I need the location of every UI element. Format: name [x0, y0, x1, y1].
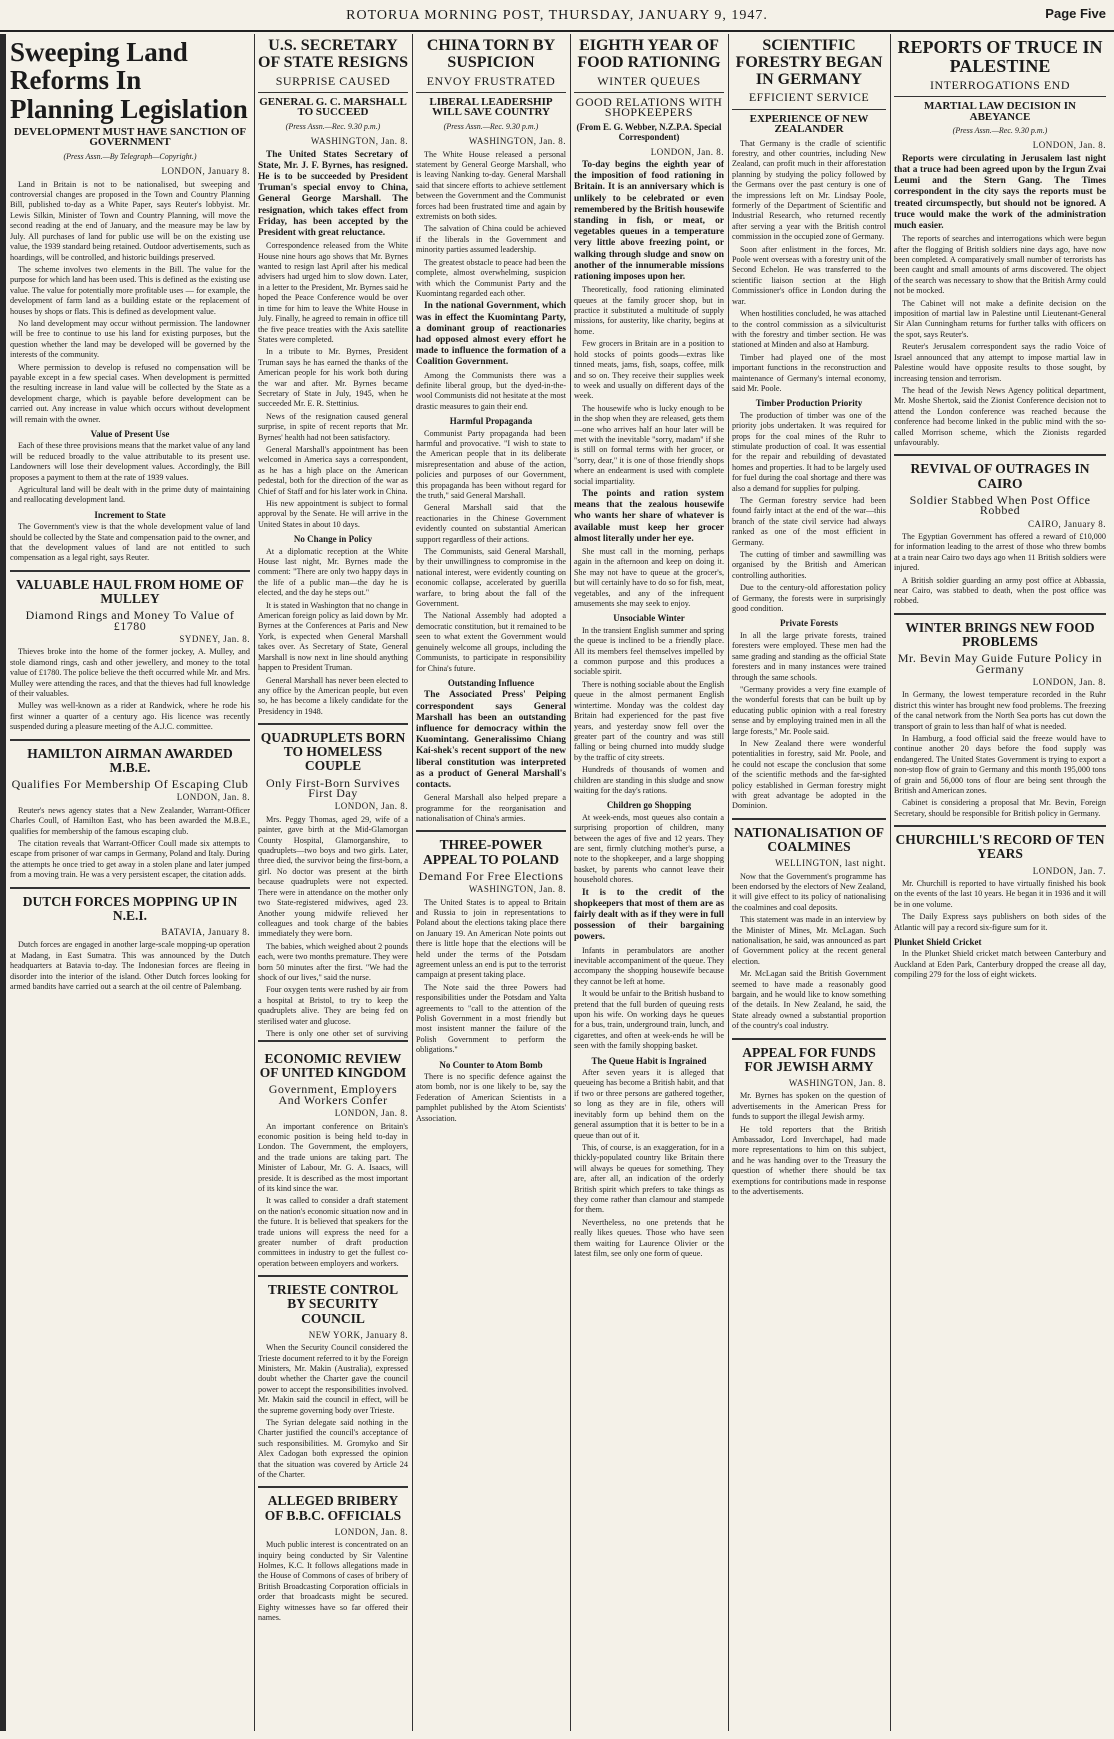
divider [894, 454, 1106, 456]
deck-food-rationing: WINTER QUEUES [597, 73, 701, 88]
crosshead: Outstanding Influence [447, 677, 535, 688]
article-para: Land in Britain is not to be nationalised, but sweeping and controversial changes are proposed in the Town and Country Planning Bill, published to-day as a White Paper, says Reuter's lobbyist. Mr. Lewis Silkin, Minister of Town and Country Planning, will move the second reading at the end of January, and the measure may be law by July. All purchases of land for public use will be on the existing use value, the 1939 standard being retained. Outdoor advertisements, such as hoardings, will be controlled, and historic buildings preserved. [10, 179, 250, 262]
article-para: Infants in perambulators are another inevitable accompaniment of the queue. They accompany the shopping housewife because they cannot be left at home. [574, 945, 724, 986]
divider [894, 96, 1106, 97]
column-food-rationing [574, 32, 724, 1731]
lead-para: To-day begins the eighth year of the imposition of food rationing in Britain. It is an anniversary which is unlikely to be celebrated or even remembered by the British housewife standing in fish, or meat, or vegetables queues in a temperature very little above freezing point, or walking through sludge and snow on another of the innumerable missions rationing imposes upon her. [574, 160, 724, 283]
article-para: Theoretically, food rationing eliminated queues at the family grocer shop, but in practice it substituted a multitude of supply missions, for austerity, like charity, begins at home. [574, 285, 724, 336]
article-para: This, of course, is an exaggeration, for in a thickly-populated country like Britain there will always be queues for something. They are, after all, an indication of the orderly British spirit which prefers to take things as they come rather than clamour and stampede for them. [574, 1142, 724, 1215]
headline-food-rationing: EIGHTH YEAR OF FOOD RATIONING [577, 37, 721, 71]
headline-dutch-forces: DUTCH FORCES MOPPING UP IN N.E.I. [22, 893, 238, 923]
subhead-land-reforms: DEVELOPMENT MUST HAVE SANCTION OF GOVERNMENT [13, 126, 247, 149]
masthead-title: ROTORUA MORNING POST, THURSDAY, JANUARY 9, 1947. [346, 8, 768, 23]
bold-para: The points and ration system means that the zealous housewife who wants her share of whatever is available must keep her grocer almost literally under her eye. [574, 488, 724, 544]
column-rule [728, 34, 729, 1731]
column-land-reforms [10, 32, 250, 1731]
article-para: In Hamburg, a food official said the freeze would have to continue another 20 days before the food supply was endangered. The United States Government is trying to export a non-stop flow of grain to Germany and this month 195,000 tons of grain and 56,000 tons of flour are being sent through the British and American zones. [894, 733, 1106, 795]
divider [732, 818, 886, 820]
dateline-china: WASHINGTON, Jan. 8. [468, 136, 566, 147]
divider [732, 1038, 886, 1040]
article-para: The greatest obstacle to peace had been the complete, almost overwhelming, suspicion with which the Communist Party and the Kuomintang regarded each other. [416, 257, 566, 298]
article-para: The housewife who is lucky enough to be in the shop when they are released, gets them—one who arrives half an hour later will be met with the inevitable "sorry, madam" if she is still on formal terms with her grocer, or "sorry, dear," it is one of those friendly shops where an endearment is used with complete social impartiality. [574, 403, 724, 486]
divider [258, 1486, 408, 1488]
bold-para: The Associated Press' Peiping correspondent says General Marshall has been an outstanding influence for democracy within the Kuomintang. Generalissimo Chiang Kai-shek's recent support of the new liberal constitution was interpreted as a product of General Marshall's contacts. [416, 690, 566, 790]
article-para: There is only one other set of surviving [266, 1028, 408, 1038]
dateline-trieste: NEW YORK, January 8. [308, 1329, 408, 1340]
lead-para: The United States Secretary of State, Mr. J. F. Byrnes, has resigned. He is to be succeeded by President Truman's special envoy to China, General George Marshall. The resignation, which takes effect from Friday, has been accepted by the President with great reluctance. [258, 149, 408, 239]
headline-cairo: REVIVAL OF OUTRAGES IN CAIRO [910, 461, 1090, 491]
headline-byrnes: U.S. SECRETARY OF STATE RESIGNS [258, 37, 408, 71]
headline-quadruplets: QUADRUPLETS BORN TO HOMELESS COUPLE [260, 730, 406, 774]
lead-para: Reports were circulating in Jerusalem last night that a truce had been agreed upon by the Irgun Zvai Leumi and the Stern Gang. The Times correspondent in the city says the reports must be treated circumspectly, but should not be ignored. A truce would make the work of the administration much easier. [894, 153, 1106, 232]
article-para: After seven years it is alleged that queueing has become a British habit, and that if two or three persons are gathered together, so long as they are in file, others will inevitably form up behind them on the general assumption that it is better to be in a queue than out of it. [574, 1068, 724, 1140]
article-para: Mulley was well-known as a rider at Randwick, where he rode his first winner a quarter of a century ago. His licence was recently suspended during a pleasure meeting of the A.J.C. committee. [10, 701, 250, 732]
article-para: The citation reveals that Warrant-Officer Coull made six attempts to escape from prisoner of war camps in Germany, Poland and Italy. During the attempts he once tried to get away in a stolen plane and later jumped from a moving train. He was a very persistent escaper, the citation adds. [10, 839, 250, 880]
article-para: Nevertheless, no one pretends that he really likes queues. Those who have seen them waiting for Laurence Olivier or the latest film, see only one form of queue. [574, 1217, 724, 1258]
dateline-bbc-bribery: LONDON, Jan. 8. [334, 1526, 408, 1537]
article-para: The cutting of timber and sawmilling was organised by the British and American controlling authorities. [732, 550, 886, 580]
article-para: The United States is to appeal to Britain and Russia to join in representations to Poland about the elections taking place there on January 19. An American Note points out there is little hope that the elections will be held under the terms of the Potsdam agreement unless an end is put to the terrorist campaign at present taking place. [416, 897, 566, 980]
deck2-food-rationing: GOOD RELATIONS WITH SHOPKEEPERS [575, 95, 723, 120]
article-para: An important conference on Britain's economic position is being held to-day in London. The Government, the employers, and the trade unions are taking part. The Minister of Labour, Mr. G. A. Isaacs, will preside. It is described as the most important of its kind since the war. [258, 1121, 408, 1193]
dateline-dutch-forces: BATAVIA, January 8. [161, 927, 250, 938]
article-para: Communist Party propaganda had been harmful and provocative. "I wish to state to the American people that in its deliberate misrepresentation and abuse of the action, policies and purposes of our Government, this propaganda has been without regard for the truth," said General Marshall. [416, 428, 566, 500]
article-para: Four oxygen tents were rushed by air from a hospital at Bristol, to try to keep the quadruplets alive. They are being fed on sterilised water and glucose. [258, 985, 408, 1026]
subhead-china: LIBERAL LEADERSHIP WILL SAVE COUNTRY [429, 96, 553, 119]
column-china [416, 32, 566, 1731]
headline-trieste: TRIESTE CONTROL BY SECURITY COUNCIL [267, 1282, 399, 1326]
article-para: Soon after enlistment in the forces, Mr. Poole went overseas with a forestry unit of the Second Echelon. He was transferred to the scientific liaison section at the High Commissioner's office in London during the war. [732, 244, 886, 306]
article-para: General Marshall has never been elected to any office by the American people, but even so, he has become a likely candidate for the Presidency in 1948. [258, 675, 408, 716]
page-number: Page Five [1045, 6, 1106, 21]
headline-land-reforms: Sweeping Land Reforms In Planning Legislation [10, 37, 248, 124]
divider [258, 92, 408, 93]
binding-edge [0, 34, 6, 1731]
article-para: Reuter's Jerusalem correspondent says the radio Voice of Israel announced that any attempt to impose martial law in Palestine would have opposite results to those sought, by increasing tension and terrorism. [894, 342, 1106, 383]
headline-forestry: SCIENTIFIC FORESTRY BEGAN IN GERMANY [735, 37, 883, 88]
deck-cairo: Soldier Stabbed When Post Office Robbed [909, 492, 1091, 518]
article-para: The Communists, said General Marshall, by their unwillingness to compromise in the national interest, were evidently counting on economic collapse, accelerated by guerilla warfare, to bring about the fall of the Government. [416, 547, 566, 609]
column-rule [570, 34, 571, 1731]
article-para: Cabinet is considering a proposal that Mr. Bevin, Foreign Secretary, should be responsible for British policy in Germany. [894, 798, 1106, 818]
divider [894, 613, 1106, 615]
dateline-poland: WASHINGTON, Jan. 8. [468, 884, 566, 895]
article-para: Now that the Government's programme has been endorsed by the electors of New Zealand, it will give effect to its policy of nationalising the coalmines and coal deposits. [732, 871, 886, 912]
crosshead: Increment to State [94, 509, 166, 520]
article-para: The Note said the three Powers had responsibilities under the Potsdam and Yalta agreements to "call to the attention of the Polish Government in a most friendly but most insistent manner the failure of the Polish Government to perform the obligations." [416, 982, 566, 1055]
headline-hamilton-airman: HAMILTON AIRMAN AWARDED M.B.E. [27, 745, 233, 775]
deck-forestry: EFFICIENT SERVICE [748, 90, 870, 105]
dateline-hamilton-airman: LONDON, Jan. 8. [176, 792, 250, 803]
article-para: Mr. Churchill is reported to have virtually finished his book on the events of the last 10 years. He began it in 1936 and it will be in one volume. [894, 878, 1106, 909]
article-para: The Syrian delegate said nothing in the Charter justified the council's acceptance of such responsibilities. M. Gromyko and Sir Alex Cadogan both expressed the opinion that the situation was covered by Article 24 of the Charter. [258, 1418, 408, 1480]
article-para: In a tribute to Mr. Byrnes, President Truman says he has earned the thanks of the American people for his work both during the war and after. Mr. Byrnes became Secretary of State in July, 1945, when he succeeded Mr. E. R. Stettinius. [258, 347, 408, 409]
article-para: The White House released a personal statement by General George Marshall, who is leaving Nanking to-day. General Marshall said that sincere efforts to achieve settlement between the Government and the Communist forces had been frustrated time and again by extremists on both sides. [416, 149, 566, 222]
article-para: The head of the Jewish News Agency political department, Mr. Moshe Shertok, said the Zionist Conference decision not to attend the London conference was reached because the conference had become linked in the public mind with the so-called Morrison scheme, which the Zionists regarded unfavourably. [894, 385, 1106, 447]
dateline-quadruplets: LONDON, Jan. 8. [334, 801, 408, 812]
subhead-byrnes: GENERAL G. C. MARSHALL TO SUCCEED [259, 96, 407, 119]
crosshead: Unsociable Winter [613, 613, 685, 624]
headline-winter-food: WINTER BRINGS NEW FOOD PROBLEMS [905, 619, 1095, 649]
headline-economic-review: ECONOMIC REVIEW OF UNITED KINGDOM [259, 1051, 407, 1081]
crosshead: Timber Production Priority [755, 398, 863, 409]
dateline-coalmines: WELLINGTON, last night. [775, 858, 886, 869]
divider [10, 570, 250, 572]
article-para: Where permission to develop is refused no compensation will be payable except in a few special cases. When development is permitted the resulting increase in land value will be collected by the State as a development charge, which is payable before development can be carried out. Any increase in value which occurs without development will remain with the owner. [10, 362, 250, 424]
crosshead: No Counter to Atom Bomb [439, 1059, 543, 1070]
article-para: The Cabinet will not make a definite decision on the imposition of martial law in Palestine until Lieutenant-General Sir Alan Cunningham returns for further talks with officers on the spot, says Reuter's. [894, 298, 1106, 339]
article-para: There is no specific defence against the atom bomb, nor is one likely to be, say the Federation of American Scientists in a pamphlet published by the Atom Scientists' Association. [416, 1072, 566, 1123]
divider [894, 825, 1106, 827]
article-para: When hostilities concluded, he was attached to the control commission as a silviculturist with the forestry and timber section. He was stationed at Minden and also at Hamburg. [732, 309, 886, 350]
headline-bbc-bribery: ALLEGED BRIBERY OF B.B.C. OFFICIALS [264, 1493, 402, 1523]
article-para: Mr. Byrnes has spoken on the question of advertisements in the American Press for funds to support the illegal Jewish army. [732, 1091, 886, 1122]
divider [732, 109, 886, 110]
article-para: No land development may occur without permission. The landowner will be free to continue to use his land for existing purposes, but the question whether the land may be developed will be governed by the interests of the community. [10, 318, 250, 360]
headline-palestine: REPORTS OF TRUCE IN PALESTINE [897, 37, 1103, 76]
article-para: Much public interest is concentrated on an inquiry being conducted by Sir Valentine Holmes, K.C. It follows allegations made in the House of Commons of cases of bribery of British Broadcasting Corporation officials in order that broadcasts might be secured. Eighty witnesses have so far offered their names. [258, 1540, 408, 1623]
deck-economic-review: Government, Employers And Workers Confer [268, 1082, 398, 1107]
column-rule [890, 34, 891, 1731]
article-para: His new appointment is subject to formal approval by the Senate. He will arrive in the United States in about 10 days. [258, 499, 408, 529]
article-para: A British soldier guarding an army post office at Abbassia, near Cairo, was stabbed to death, when the post office was robbed. [894, 575, 1106, 606]
deck-mulley: Diamond Rings and Money To Value of £1780 [25, 608, 235, 633]
credit-palestine: (Press Assn.—Rec. 9.30 p.m.) [952, 126, 1048, 135]
article-para: In New Zealand there were wonderful potentialities in forestry, said Mr. Poole, and he could not escape the conclusion that some of the scientific methods and the far-sighted policy established in German forestry might with great advantage be adopted in the Dominion. [732, 738, 886, 811]
article-para: Mr. McLagan said the British Government seemed to have made a reasonably good bargain, and he would like to know something of the details. In New Zealand, he said, the State already owned a substantial proportion of the country's coal industry. [732, 969, 886, 1031]
dateline-palestine: LONDON, Jan. 8. [1032, 140, 1106, 151]
article-para: Reuter's news agency states that a New Zealander, Warrant-Officer Charles Coull, of Hamilton East, who has been awarded the M.B.E., qualifies for membership of the famous escaping club. [10, 805, 250, 836]
divider [416, 830, 566, 832]
article-para: That Germany is the cradle of scientific forestry, and other countries, including New Zealand, can profit much in their afforestation planning by studying the policy followed by the Germans over the past century is one of the impressions left on Mr. Lindsay Poole, formerly of the Department of Scientific and Industrial Research, who returned recently after serving a year with the British control commission in the occupied zone of Germany. [732, 138, 886, 242]
crosshead: The Queue Habit is Ingrained [591, 1055, 707, 1066]
headline-poland: THREE-POWER APPEAL TO POLAND [422, 837, 560, 867]
article-para: The scheme involves two elements in the Bill. The value for the purpose for which land has been used. This is defined as the existing use value. The value for potentially more profitable uses — for example, the development of farm land as a building estate or the replacement of houses by shops or flats. This is defined as development value. [10, 264, 250, 316]
crosshead: Children go Shopping [606, 800, 692, 811]
divider [416, 92, 566, 93]
divider [10, 887, 250, 889]
divider [574, 92, 724, 93]
article-para: In Germany, the lowest temperature recorded in the Ruhr district this winter has brought new food problems. The freezing of the canal network from the North Sea ports has cut down the transport of grain to less than half of what is needed. [894, 690, 1106, 731]
article-para: It would be unfair to the British husband to pretend that the full burden of queuing rests upon his wife. On working days he queues for a bus, train, underground train, lunch, and cigarettes, and often at week-ends he will be seen with the family shopping basket. [574, 989, 724, 1051]
headline-jewish-army: APPEAL FOR FUNDS FOR JEWISH ARMY [742, 1044, 876, 1074]
column-economic-review [258, 1040, 408, 1731]
article-para: The Daily Express says publishers on both sides of the Atlantic will pay a record six-figure sum for it. [894, 912, 1106, 932]
crosshead: Harmful Propaganda [449, 416, 533, 427]
column-rule [254, 34, 255, 1731]
dateline-land-reforms: LONDON, January 8. [161, 166, 250, 177]
article-para: Agricultural land will be dealt with in the prime duty of maintaining and reallocating development land. [10, 485, 250, 505]
subhead-forestry: EXPERIENCE OF NEW ZEALANDER [749, 112, 869, 136]
article-para: The salvation of China could be achieved if the liberals in the Government and minority parties assumed leadership. [416, 224, 566, 255]
deck-poland: Demand For Free Elections [418, 868, 564, 883]
dateline-churchill: LONDON, Jan. 7. [1032, 865, 1106, 876]
deck-quadruplets: Only First-Born Survives First Day [265, 775, 400, 801]
divider [258, 723, 408, 725]
article-para: This statement was made in an interview by the Minister of Mines, Mr. McLagan. Such nationalisation, he said, was announced as part of Government policy at the recent general election. [732, 915, 886, 966]
dateline-food-rationing: LONDON, Jan. 8. [650, 146, 724, 157]
article-para: It is stated in Washington that no change in American foreign policy as laid down by Mr. Byrnes at the Conferences at Paris and New York, is expected when General Marshall takes over. As Secretary of State, General Marshall is now next in line should anything happen to President Truman. [258, 600, 408, 673]
credit-food-rationing: (From E. G. Webber, N.Z.P.A. Special Correspondent) [576, 121, 722, 143]
bold-para: In the national Government, which was in effect the Kuomintang Party, a dominant group of reactionaries had opposed almost every effort he made to influence the formation of a Coalition Government. [416, 301, 566, 368]
deck-hamilton-airman: Qualifies For Membership Of Escaping Club [11, 777, 249, 792]
headline-mulley: VALUABLE HAUL FROM HOME OF MULLEY [16, 576, 244, 607]
article-para: The German forestry service had been found fairly intact at the end of the war—this branch of the state civil service had always ranked as one of the most efficient in Germany. [732, 496, 886, 547]
deck-palestine: INTERROGATIONS END [930, 77, 1070, 92]
article-para: General Marshall said that the reactionaries in the Chinese Government evidently counted on substantial American support regardless of their actions. [416, 503, 566, 544]
article-para: The reports of searches and interrogations which were begun after the flogging of British soldiers nine days ago, have now been completed. A comparatively small number of terrorists has been caught and small amounts of arms discovered. The object of the search was necessary to show that the British Army could not be mocked. [894, 234, 1106, 296]
article-para: Among the Communists there was a definite liberal group, but the dyed-in-the-wool Communists did not hesitate at the most drastic measures to gain their end. [416, 370, 566, 411]
article-para: Thieves broke into the home of the former jockey, A. Mulley, and stole diamond rings, cash and other jewellery, and money to the total value of £1780. The police believe the theft occurred while Mr. and Mrs. Mulley were attending the races, and that the thieves had full knowledge of their valuables. [10, 647, 250, 699]
crosshead: Private Forests [779, 618, 839, 629]
article-para: Timber had played one of the most important functions in the reconstruction and maintenance of Germany's internal economy, said Mr. Poole. [732, 352, 886, 393]
deck-china: ENVOY FRUSTRATED [426, 73, 556, 88]
article-para: Correspondence released from the White House nine hours ago shows that Mr. Byrnes wanted to resign last April after his medical advisers had urged him to slow down. Later, in a letter to the President, Mr. Byrnes said he hoped the Peace Conference would be over in time for him to leave the White House in July. Finally, he agreed to remain in office till the five peace treaties with the Axis satellite States were completed. [258, 241, 408, 344]
deck-byrnes: SURPRISE CAUSED [275, 73, 391, 88]
article-para: The Government's view is that the whole development value of land should be collected by the State and compensation paid to the owner, and that the development values of land are not entitled to such compensation as a legal right, says Reuter. [10, 522, 250, 563]
article-para: The National Assembly had adopted a democratic constitution, but it remained to be seen to what extent the Government would genuinely welcome all groups, including the Communists, to participate in responsibility for China's future. [416, 611, 566, 673]
article-para: "Germany provides a very fine example of the wonderful forests that can be built up by educating public opinion with a real forestry sense and by employing trained men in all the large forests," Mr. Poole said. [732, 684, 886, 736]
headline-coalmines: NATIONALISATION OF COALMINES [734, 824, 884, 854]
article-para: The production of timber was one of the priority jobs undertaken. It was required for props for the coal mines of the Ruhr to stimulate production of coal. It was essential for the repair and rebuilding of devastated homes and properties. It had to be largely used for fuel during the coal shortage and there was also a demand for supplies for pulping. [732, 410, 886, 493]
dateline-byrnes: WASHINGTON, Jan. 8. [310, 136, 408, 147]
article-para: Due to the century-old afforestation policy of Germany, the forests were in surprisingly good condition. [732, 583, 886, 614]
credit-byrnes: (Press Assn.—Rec. 9.30 p.m.) [285, 121, 381, 131]
dateline-mulley: SYDNEY, Jan. 8. [179, 634, 250, 645]
article-para: At week-ends, most queues also contain a surprising proportion of children, many between the ages of five and 12 years. They are sent, firmly clutching mother's purse, a note to the shopkeeper, and a large shopping basket, by parents who cannot leave their household chores. [574, 812, 724, 885]
column-forestry [732, 32, 886, 1731]
article-para: General Marshall also helped prepare a programme for the reorganisation and nationalisation of China's armies. [416, 793, 566, 823]
headline-china: CHINA TORN BY SUSPICION [426, 37, 556, 71]
column-rule [412, 34, 413, 1731]
article-para: Few grocers in Britain are in a position to hold stocks of points goods—extras like tinned meats, jams, fish, soaps, coffee, milk and so on. They receive their supplies week to week and usually on different days of the week. [574, 339, 724, 401]
article-para: Dutch forces are engaged in another large-scale mopping-up operation at Madang, in East Sumatra. This was announced by the Dutch headquarters at Batavia to-day. The Indonesian forces are fleeing in disorder into the interior of the island. Other Dutch forces looking for armed bandits have carried out a search at the oil centre of Palembang. [10, 940, 250, 992]
article-para: Mrs. Peggy Thomas, aged 29, wife of a painter, gave birth at the Mid-Glamorgan County Hospital, Glamorganshire, to quadruplets—two boys and two girls. Later, three died, the survivor being the first-born, a girl. No doctor was present at the birth because quadruplets were not expected. There were in attendance on the mother only two State-registered midwives, aged 23. Another young midwife relieved her colleagues and took charge of the babies immediately they were born. [258, 814, 408, 939]
article-para: The Egyptian Government has offered a reward of £10,000 for information leading to the arrest of those who threw bombs at a train near Cairo two days ago when 11 British soldiers were injured. [894, 531, 1106, 573]
article-para: In the transient English summer and spring the queue is inclined to be a friendly place. All its members feel themselves impelled by a common purpose and this produces a sociable spirit. [574, 625, 724, 677]
article-para: At a diplomatic reception at the White House last night, Mr. Byrnes made the comment: "There are only two happy days in the life of a public man—the day he is elected, and the day he steps out." [258, 546, 408, 598]
article-para: She must call in the morning, perhaps again in the afternoon and keep on doing it. She may not have to queue at the grocer's, but will certainly have to do so for fish, meat, vegetables, and any of the infrequent amusements she may seek to enjoy. [574, 547, 724, 609]
article-para: Hundreds of thousands of women and children are standing in this sludge and snow waiting for the day's rations. [574, 765, 724, 795]
deck-winter-food: Mr. Bevin May Guide Future Policy in Germany [897, 651, 1103, 676]
dateline-cairo: CAIRO, January 8. [1028, 518, 1106, 529]
article-para: There is nothing sociable about the English queue in the almost permanent English wintertime. Monday was the coldest day Britain had experienced for the past five years, and yesterday snow fell over the greater part of the country and was still falling or being churned into muddy sludge by the traffic of city streets. [574, 679, 724, 762]
bold-para: It is to the credit of the shopkeepers that most of them are as fairly dealt with as if they were in full possession of their bargaining powers. [574, 887, 724, 943]
dateline-economic-review: LONDON, Jan. 8. [334, 1108, 408, 1119]
credit-china: (Press Assn.—Rec. 9.30 p.m.) [443, 121, 539, 131]
article-para: News of the resignation caused general surprise, in spite of recent reports that Mr. Byrnes' health had not been satisfactory. [258, 411, 408, 442]
column-palestine [894, 32, 1106, 1731]
dateline-jewish-army: WASHINGTON, Jan. 8. [788, 1077, 886, 1088]
article-para: The babies, which weighed about 2 pounds each, were two months premature. They were born 50 minutes after the first. "We had the shock of our lives," said the nurse. [258, 941, 408, 982]
masthead [0, 0, 1114, 32]
headline-churchill: CHURCHILL'S RECORD OF TEN YEARS [895, 832, 1105, 862]
article-para: It was called to consider a draft statement on the nation's economic situation now and in the future. It is believed that speakers for the trade unions will express the need for a greater number of draft production committees in industry to get the fullest co-operation between employers and workers. [258, 1196, 408, 1268]
crosshead: Plunket Shield Cricket [894, 936, 982, 947]
article-para: In the Plunket Shield cricket match between Canterbury and Auckland at Eden Park, Canterbury dropped the crease all day, compiling 279 for the loss of eight wickets. [894, 949, 1106, 980]
divider [10, 739, 250, 741]
article-para: When the Security Council considered the Trieste document referred to it by the Foreign Ministers, Mr. Makin (Australia), expressed doubt whether the Charter gave the council power to accept the responsibilities involved. Mr. Makin said the council in effect, will be the supreme governing body over Trieste. [258, 1343, 408, 1415]
dateline-winter-food: LONDON, Jan. 8. [1032, 676, 1106, 687]
subhead-palestine: MARTIAL LAW DECISION IN ABEYANCE [924, 100, 1076, 123]
article-para: General Marshall's appointment has been welcomed in America says a correspondent, as he has a high place on the American pedestal, both for the direction of the war as Chief of Staff and for his later work in China. [258, 444, 408, 496]
crosshead: Value of Present Use [90, 429, 170, 439]
divider [258, 1275, 408, 1277]
article-para: He told reporters that the British Ambassador, Lord Inverchapel, had made more representations to him on this subject, and he was handing over to the Treasury the question of whether there should be tax exemptions for contributions made in response to the advertisements. [732, 1124, 886, 1197]
crosshead: No Change in Policy [293, 534, 373, 545]
article-para: Each of these three provisions means that the market value of any land will be reduced broadly to the value attributable to its present use. Landowners will lose their development values. Accordingly, the Bill proposes a payment to them at the rate of 1939 values. [10, 441, 250, 482]
article-para: In all the large private forests, trained foresters were employed. These men had the same grading and standing as the official State foresters and in many instances were trained through the same schools. [732, 630, 886, 682]
credit-land-reforms: (Press Assn.—By Telegraph—Copyright.) [63, 151, 197, 161]
